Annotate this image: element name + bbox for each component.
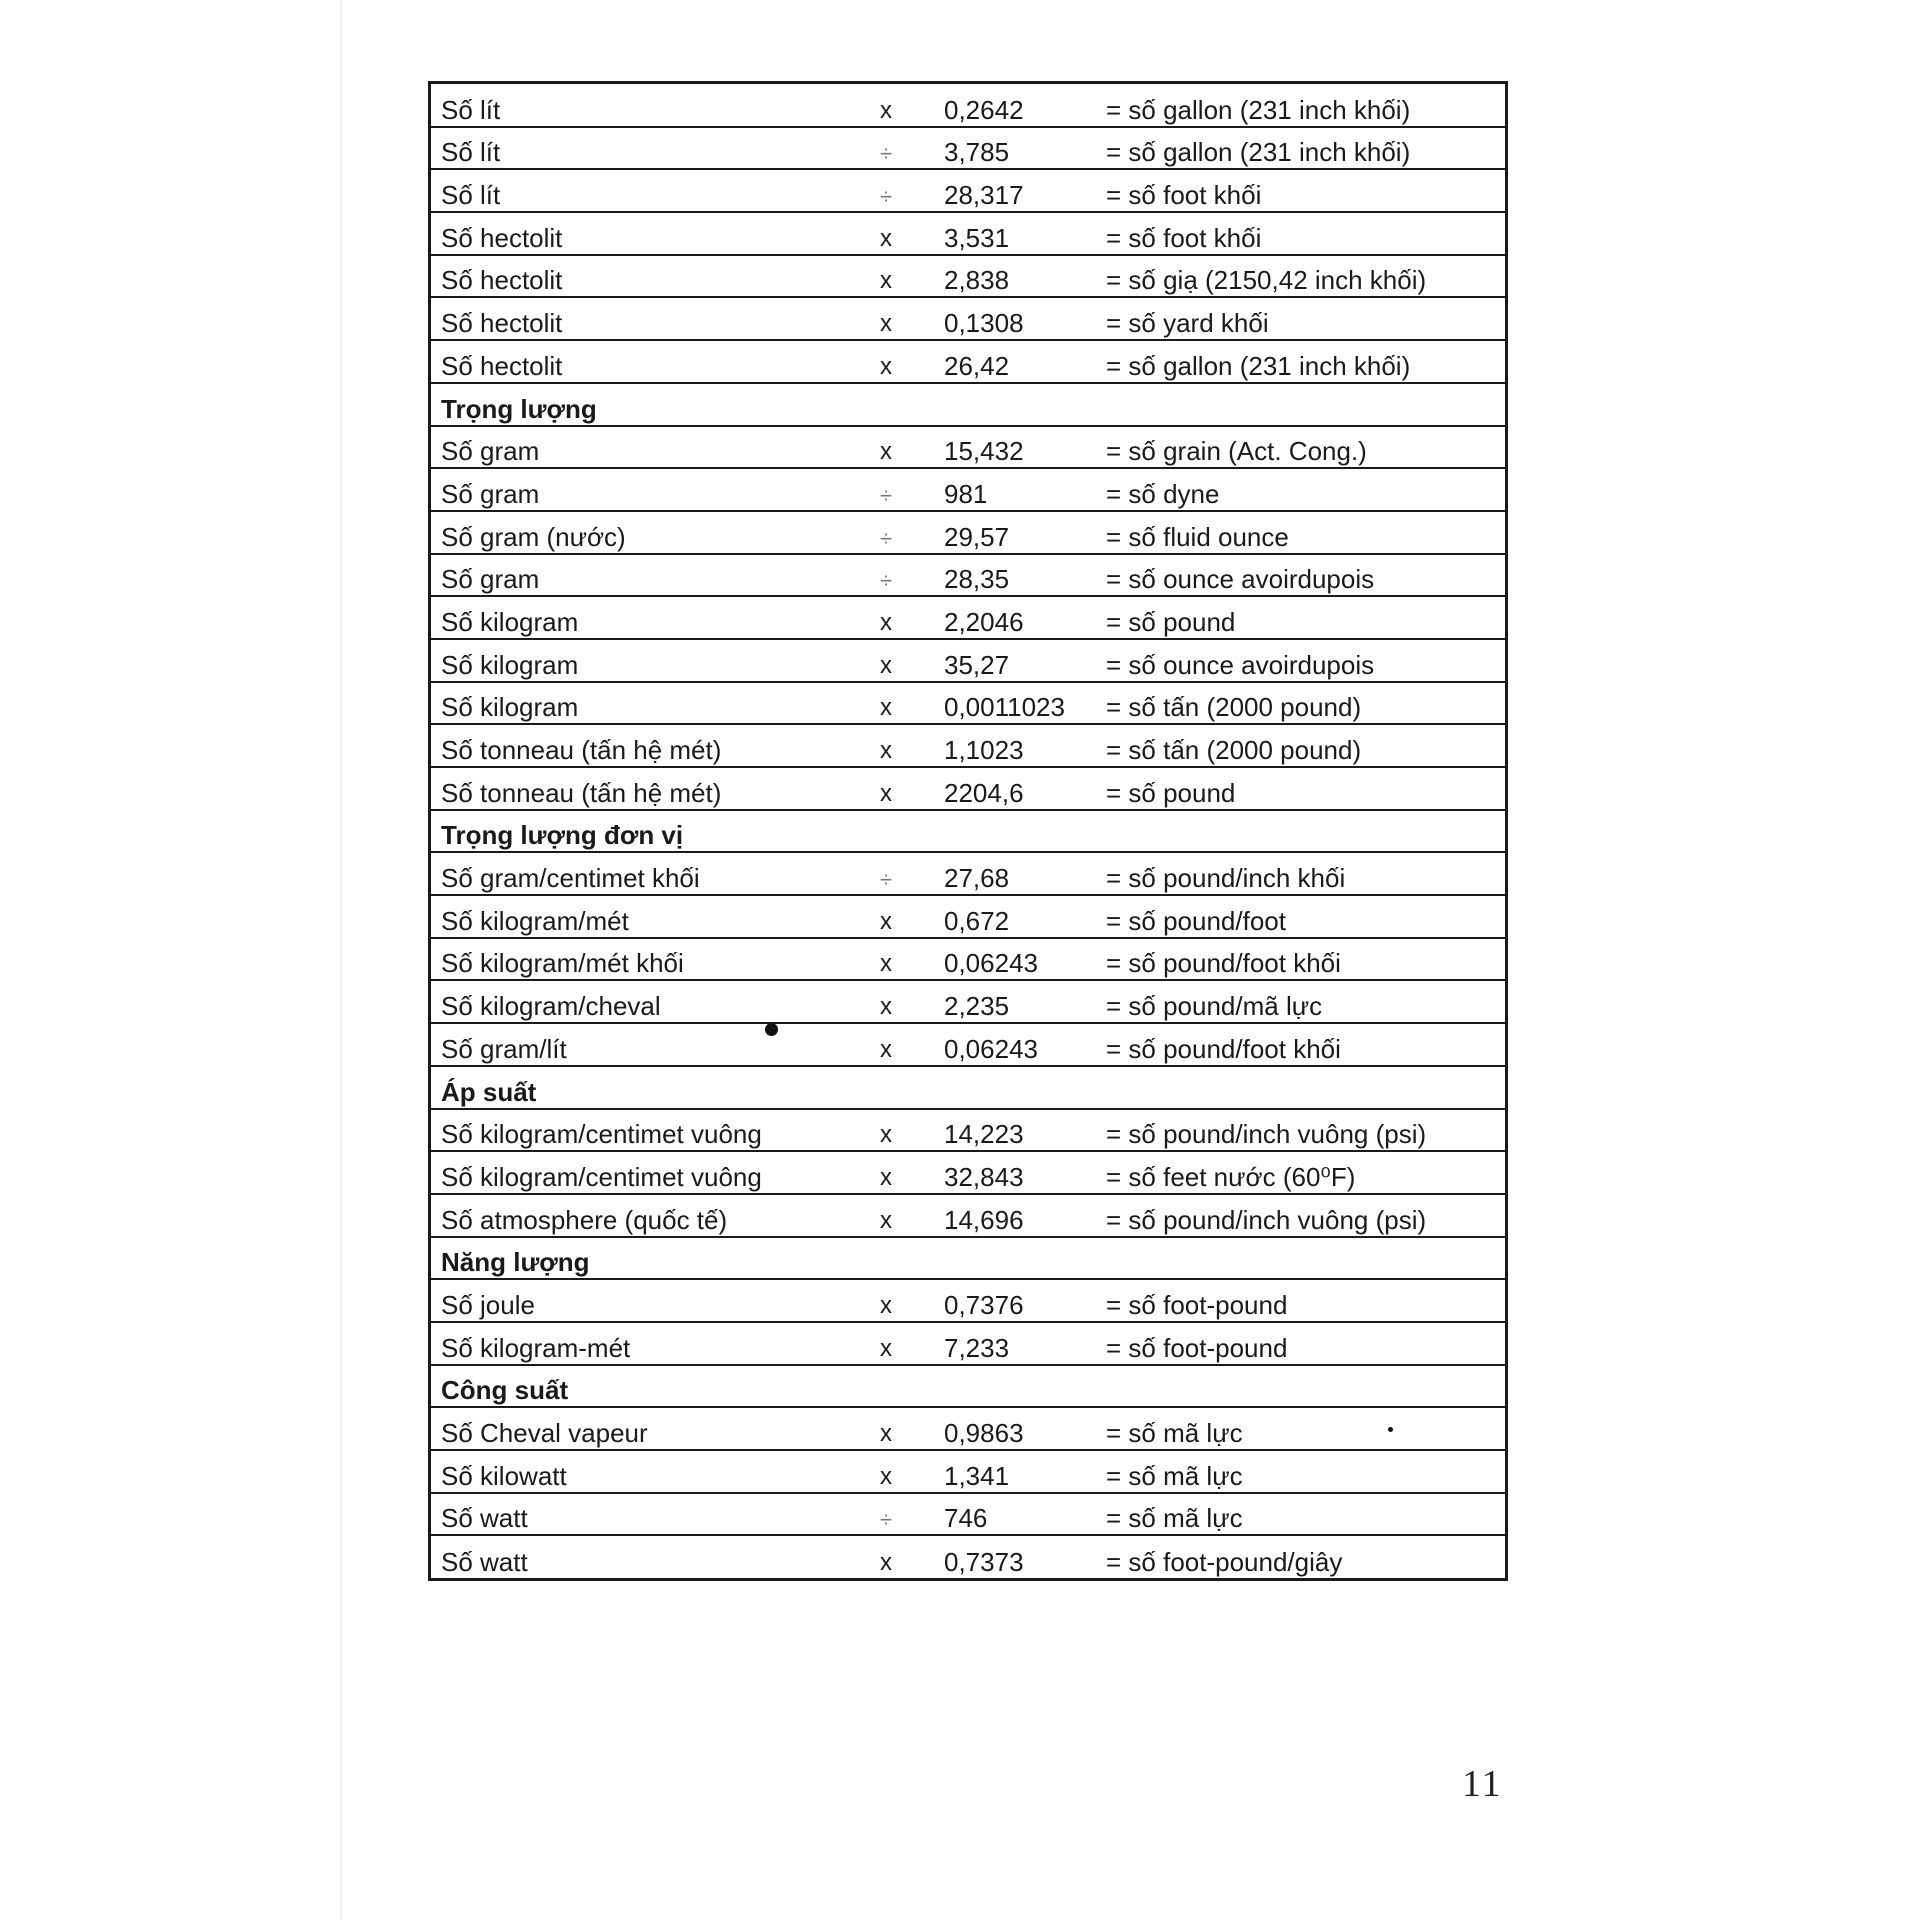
ink-speck: [1388, 1427, 1393, 1432]
section-header-row: [431, 1365, 1505, 1408]
operator-cell: x: [880, 895, 944, 938]
table-row: [431, 596, 1505, 639]
result-cell: = số tấn (2000 pound): [1106, 724, 1505, 767]
factor-cell: 2,838: [944, 255, 1106, 298]
operator-cell: ÷: [880, 511, 944, 554]
result-cell: = số gallon (231 inch khối): [1106, 340, 1505, 383]
result-cell: = số mã lực: [1106, 1407, 1505, 1450]
unit-cell: Số lít: [431, 169, 880, 212]
factor-cell: 28,35: [944, 554, 1106, 597]
factor-cell: 0,7373: [944, 1547, 1024, 1578]
table-row: [431, 639, 1505, 682]
table-row: [431, 1493, 1505, 1536]
unit-cell: Số hectolit: [431, 255, 880, 298]
conversion-table-grid: [431, 84, 1505, 1578]
table-row: [431, 1109, 1505, 1152]
table-row: [431, 895, 1505, 938]
operator-cell: x: [880, 1279, 944, 1322]
result-cell: = số pound: [1106, 767, 1505, 810]
factor-cell: 0,06243: [944, 1023, 1106, 1066]
result-cell: = số foot-pound: [1106, 1279, 1505, 1322]
conversion-table-body: [431, 84, 1505, 1578]
factor-cell: 0,2642: [944, 84, 1106, 127]
section-title: Trọng lượng: [431, 383, 1505, 426]
unit-cell: Số kilogram-mét: [431, 1322, 880, 1365]
table-row: [431, 340, 1505, 383]
unit-cell: Số kilogram/mét: [431, 895, 880, 938]
result-cell: = số pound/inch vuông (psi): [1106, 1109, 1505, 1152]
factor-cell: 0,1308: [944, 297, 1106, 340]
unit-cell: Số watt: [431, 1493, 880, 1536]
factor-cell: 35,27: [944, 639, 1106, 682]
operator-cell: x: [880, 596, 944, 639]
operator-cell: ÷: [880, 127, 944, 170]
operator-cell: x: [880, 1109, 944, 1152]
result-cell: = số grain (Act. Cong.): [1106, 426, 1505, 469]
operator-cell: x: [880, 212, 944, 255]
unit-cell: Số kilogram/centimet vuông: [431, 1151, 880, 1194]
unit-cell: Số kilogram: [431, 682, 880, 725]
operator-cell: ÷: [880, 169, 944, 212]
result-cell: = số gallon (231 inch khối): [1106, 127, 1505, 170]
conversion-table: [428, 81, 1508, 1581]
table-row: [431, 852, 1505, 895]
unit-cell: Số lít: [431, 127, 880, 170]
result-cell: = số pound/inch khối: [1106, 852, 1505, 895]
table-row: [431, 1407, 1505, 1450]
result-cell: = số pound: [1106, 596, 1505, 639]
section-title: Công suất: [431, 1365, 1505, 1408]
result-cell: = số dyne: [1106, 468, 1505, 511]
factor-cell: 0,672: [944, 895, 1106, 938]
unit-cell: Số Cheval vapeur: [431, 1407, 880, 1450]
factor-cell: 0,9863: [944, 1407, 1106, 1450]
result-cell: = số fluid ounce: [1106, 511, 1505, 554]
table-row: [431, 1322, 1505, 1365]
table-row: [431, 426, 1505, 469]
section-title: Trọng lượng đơn vị: [431, 810, 1505, 853]
unit-cell: Số gram: [431, 426, 880, 469]
unit-cell: Số hectolit: [431, 340, 880, 383]
table-row: [431, 1535, 1505, 1578]
factor-cell: 7,233: [944, 1322, 1106, 1365]
result-cell: = số tấn (2000 pound): [1106, 682, 1505, 725]
unit-cell: Số watt: [441, 1547, 528, 1578]
unit-cell: Số hectolit: [431, 212, 880, 255]
result-cell: = số pound/foot: [1106, 895, 1505, 938]
table-row: [431, 297, 1505, 340]
table-row: [431, 212, 1505, 255]
result-cell: = số ounce avoirdupois: [1106, 639, 1505, 682]
operator-cell: x: [880, 1194, 944, 1237]
operator-cell: x: [880, 84, 944, 127]
result-cell: = số pound/mã lực: [1106, 980, 1505, 1023]
operator-cell: x: [880, 340, 944, 383]
operator-cell: x: [880, 938, 944, 981]
result-cell: = số mã lực: [1106, 1450, 1505, 1493]
operator-cell: x: [880, 1450, 944, 1493]
unit-cell: Số gram: [431, 554, 880, 597]
operator-cell: ÷: [880, 852, 944, 895]
unit-cell: Số kilogram: [431, 639, 880, 682]
operator-cell: ÷: [880, 554, 944, 597]
ink-speck: [765, 1023, 778, 1036]
operator-cell: ÷: [880, 1493, 944, 1536]
factor-cell: 28,317: [944, 169, 1106, 212]
result-cell: = số pound/foot khối: [1106, 1023, 1505, 1066]
table-row: [431, 724, 1505, 767]
table-row: [431, 84, 1505, 127]
factor-cell: 2,235: [944, 980, 1106, 1023]
factor-cell: 29,57: [944, 511, 1106, 554]
unit-cell: Số kilowatt: [431, 1450, 880, 1493]
result-cell: = số gallon (231 inch khối): [1106, 84, 1505, 127]
section-header-row: [431, 1066, 1505, 1109]
table-row: [431, 767, 1505, 810]
unit-cell: Số gram/centimet khối: [431, 852, 880, 895]
result-cell: = số mã lực: [1106, 1493, 1505, 1536]
unit-cell: Số tonneau (tấn hệ mét): [431, 767, 880, 810]
factor-cell: 14,696: [944, 1194, 1106, 1237]
table-row: [431, 938, 1505, 981]
operator-cell: x: [880, 1549, 892, 1577]
table-row: [431, 169, 1505, 212]
factor-cell: 26,42: [944, 340, 1106, 383]
table-row: [431, 682, 1505, 725]
unit-cell: Số kilogram/cheval: [431, 980, 880, 1023]
operator-cell: x: [880, 767, 944, 810]
table-row: [431, 127, 1505, 170]
section-header-row: [431, 1237, 1505, 1280]
section-title: Năng lượng: [431, 1237, 1505, 1280]
unit-cell: Số lít: [431, 84, 880, 127]
scan-edge: [340, 0, 342, 1920]
unit-cell: Số gram/lít: [431, 1023, 880, 1066]
unit-cell: Số gram: [431, 468, 880, 511]
operator-cell: x: [880, 426, 944, 469]
section-header-row: [431, 810, 1505, 853]
page-number: 11: [1462, 1763, 1503, 1805]
factor-cell: 981: [944, 468, 1106, 511]
factor-cell: 15,432: [944, 426, 1106, 469]
operator-cell: x: [880, 297, 944, 340]
factor-cell: 2,2046: [944, 596, 1106, 639]
operator-cell: x: [880, 980, 944, 1023]
factor-cell: 14,223: [944, 1109, 1106, 1152]
result-cell: = số giạ (2150,42 inch khối): [1106, 255, 1505, 298]
factor-cell: 27,68: [944, 852, 1106, 895]
result-cell: = số pound/foot khối: [1106, 938, 1505, 981]
factor-cell: 0,7376: [944, 1279, 1106, 1322]
table-row: [431, 554, 1505, 597]
factor-cell: 32,843: [944, 1151, 1106, 1194]
factor-cell: 1,1023: [944, 724, 1106, 767]
operator-cell: x: [880, 1407, 944, 1450]
factor-cell: 2204,6: [944, 767, 1106, 810]
unit-cell: Số kilogram/mét khối: [431, 938, 880, 981]
table-row: [431, 255, 1505, 298]
unit-cell: Số gram (nước): [431, 511, 880, 554]
result-cell: = số yard khối: [1106, 297, 1505, 340]
table-row: [431, 980, 1505, 1023]
result-cell: = số pound/inch vuông (psi): [1106, 1194, 1505, 1237]
unit-cell: Số kilogram: [431, 596, 880, 639]
result-cell: = số foot-pound/giây: [1106, 1547, 1343, 1578]
section-header-row: [431, 383, 1505, 426]
factor-cell: 3,531: [944, 212, 1106, 255]
operator-cell: x: [880, 639, 944, 682]
section-title: Áp suất: [431, 1066, 1505, 1109]
table-row: [431, 1194, 1505, 1237]
table-row: [431, 1450, 1505, 1493]
unit-cell: Số joule: [431, 1279, 880, 1322]
operator-cell: ÷: [880, 468, 944, 511]
table-row: [431, 468, 1505, 511]
factor-cell: 0,06243: [944, 938, 1106, 981]
unit-cell: Số kilogram/centimet vuông: [431, 1109, 880, 1152]
table-row: [431, 511, 1505, 554]
operator-cell: x: [880, 724, 944, 767]
operator-cell: x: [880, 255, 944, 298]
operator-cell: x: [880, 1023, 944, 1066]
unit-cell: Số hectolit: [431, 297, 880, 340]
result-cell: = số feet nước (60⁰F): [1106, 1151, 1505, 1194]
result-cell: = số foot khối: [1106, 212, 1505, 255]
table-row: [431, 1151, 1505, 1194]
table-row: [431, 1023, 1505, 1066]
unit-cell: Số atmosphere (quốc tế): [431, 1194, 880, 1237]
operator-cell: x: [880, 682, 944, 725]
factor-cell: 0,0011023: [944, 682, 1106, 725]
factor-cell: 746: [944, 1493, 1106, 1536]
result-cell: = số foot khối: [1106, 169, 1505, 212]
factor-cell: 1,341: [944, 1450, 1106, 1493]
unit-cell: Số tonneau (tấn hệ mét): [431, 724, 880, 767]
result-cell: = số foot-pound: [1106, 1322, 1505, 1365]
result-cell: = số ounce avoirdupois: [1106, 554, 1505, 597]
factor-cell: 3,785: [944, 127, 1106, 170]
operator-cell: x: [880, 1322, 944, 1365]
operator-cell: x: [880, 1151, 944, 1194]
table-row: [431, 1279, 1505, 1322]
